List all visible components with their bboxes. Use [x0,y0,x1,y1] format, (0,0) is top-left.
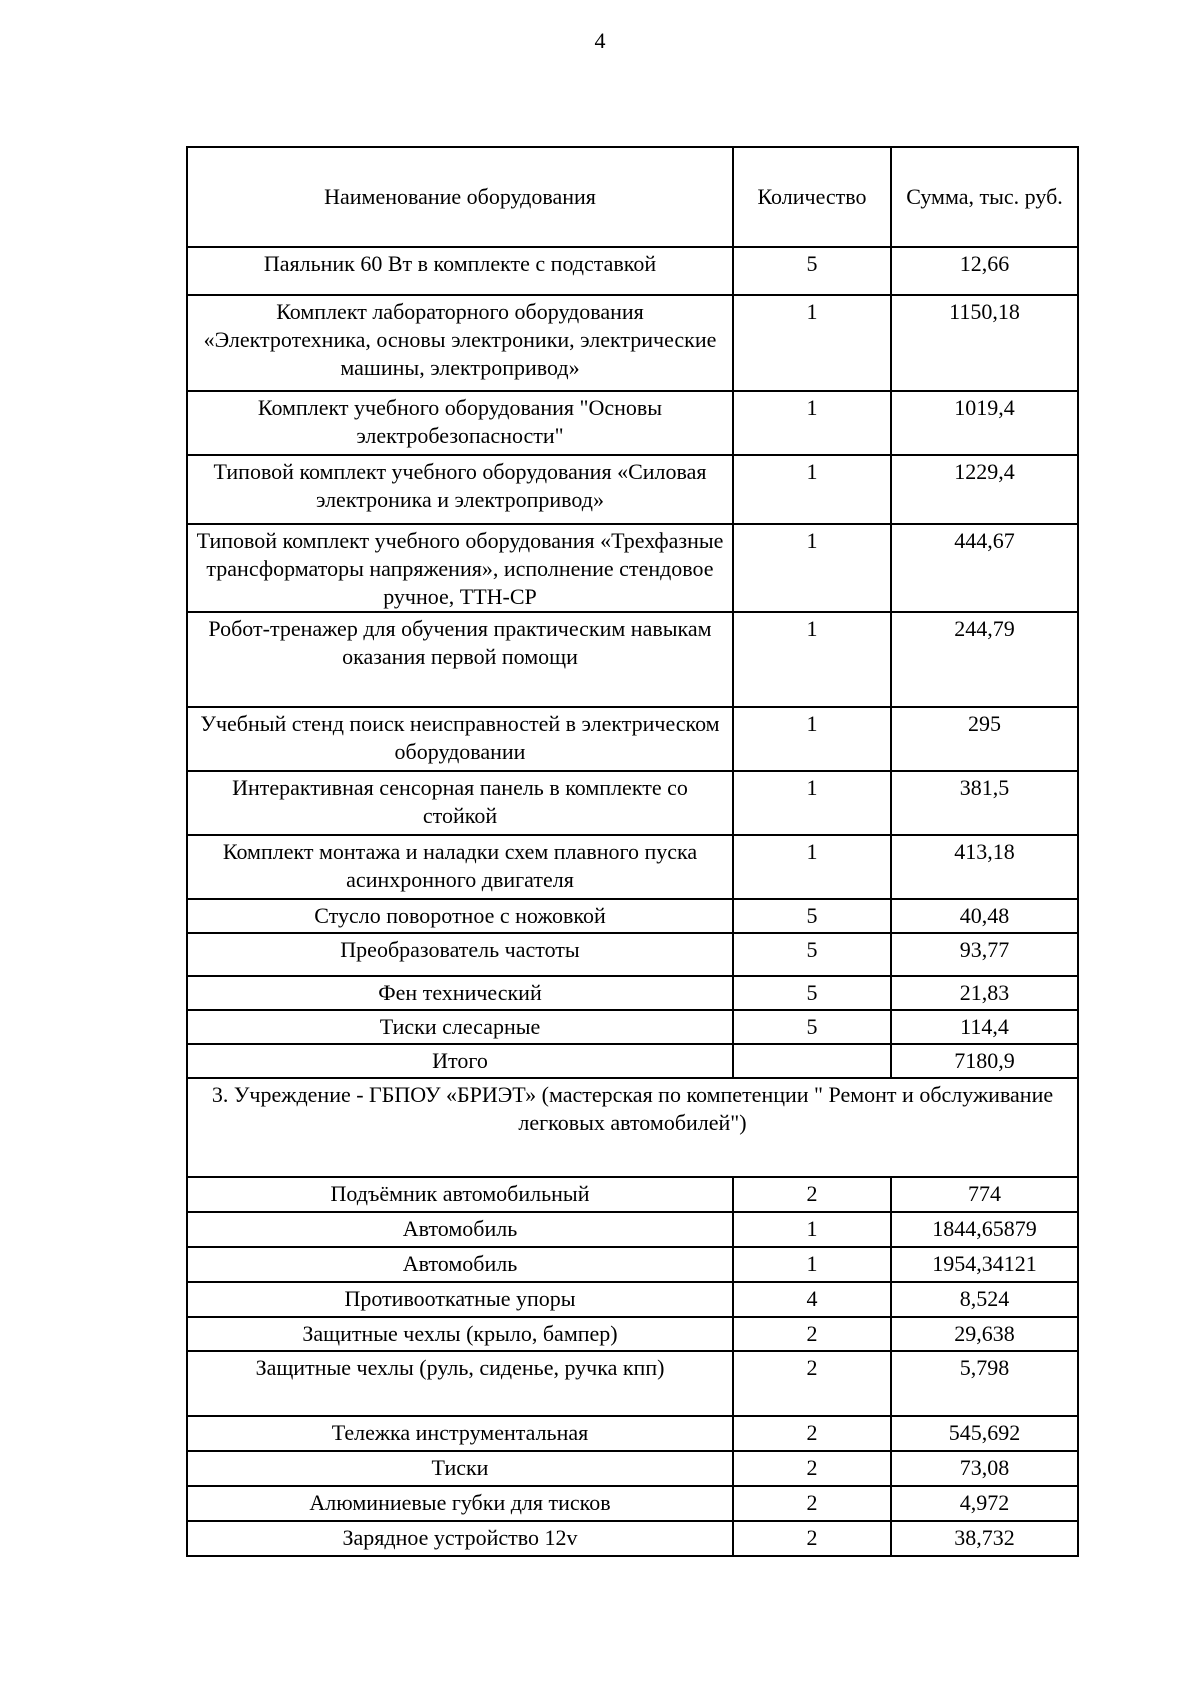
cell-name: Тиски слесарные [187,1010,733,1044]
cell-sum: 1019,4 [891,391,1078,455]
header-sum: Сумма, тыс. руб. [891,147,1078,247]
cell-quantity: 1 [733,524,891,612]
section-title: 3. Учреждение - ГБПОУ «БРИЭТ» (мастерская по компетенции " Ремонт и обслуживание легковых автомобилей") [187,1078,1078,1177]
table-row [187,455,1078,524]
cell-sum: 8,524 [891,1282,1078,1317]
table-row [187,1282,1078,1317]
table-row [187,1247,1078,1282]
total-quantity [733,1044,891,1078]
cell-name: Типовой комплект учебного оборудования «Силовая электроника и электропривод» [187,455,733,524]
table-row [187,612,1078,707]
cell-sum: 93,77 [891,933,1078,976]
section-row [187,1078,1078,1177]
total-sum: 7180,9 [891,1044,1078,1078]
cell-name: Комплект учебного оборудования "Основы электробезопасности" [187,391,733,455]
cell-sum: 73,08 [891,1451,1078,1486]
cell-quantity: 2 [733,1317,891,1351]
table-row [187,1521,1078,1556]
table-row [187,1177,1078,1212]
cell-name: Учебный стенд поиск неисправностей в электрическом оборудовании [187,707,733,771]
cell-quantity: 2 [733,1521,891,1556]
cell-sum: 12,66 [891,247,1078,295]
table-row [187,1212,1078,1247]
table-row [187,1486,1078,1521]
cell-sum: 1229,4 [891,455,1078,524]
cell-name: Автомобиль [187,1212,733,1247]
cell-name: Фен технический [187,976,733,1010]
cell-sum: 444,67 [891,524,1078,612]
equipment-table [186,146,1079,1557]
cell-name: Подъёмник автомобильный [187,1177,733,1212]
cell-name: Робот-тренажер для обучения практическим навыкам оказания первой помощи [187,612,733,707]
cell-quantity: 1 [733,295,891,391]
cell-quantity: 4 [733,1282,891,1317]
cell-quantity: 2 [733,1416,891,1451]
total-row [187,1044,1078,1078]
table-row [187,933,1078,976]
table-row [187,391,1078,455]
table-row [187,976,1078,1010]
cell-name: Тиски [187,1451,733,1486]
cell-sum: 545,692 [891,1416,1078,1451]
cell-name: Интерактивная сенсорная панель в комплекте со стойкой [187,771,733,835]
cell-name: Защитные чехлы (руль, сиденье, ручка кпп) [187,1351,733,1416]
cell-name: Тележка инструментальная [187,1416,733,1451]
cell-sum: 381,5 [891,771,1078,835]
cell-name: Защитные чехлы (крыло, бампер) [187,1317,733,1351]
cell-quantity: 1 [733,707,891,771]
cell-name: Комплект лабораторного оборудования «Электротехника, основы электроники, электрические машины, электропривод» [187,295,733,391]
table-row [187,295,1078,391]
table-row [187,899,1078,933]
cell-quantity: 5 [733,247,891,295]
cell-name: Стусло поворотное с ножовкой [187,899,733,933]
table-header-row [187,147,1078,247]
cell-quantity: 2 [733,1486,891,1521]
cell-name: Преобразователь частоты [187,933,733,976]
header-name: Наименование оборудования [187,147,733,247]
cell-quantity: 5 [733,933,891,976]
cell-sum: 1150,18 [891,295,1078,391]
header-quantity: Количество [733,147,891,247]
table-row [187,1351,1078,1416]
cell-name: Противооткатные упоры [187,1282,733,1317]
cell-quantity: 2 [733,1351,891,1416]
cell-quantity: 1 [733,1247,891,1282]
cell-sum: 114,4 [891,1010,1078,1044]
cell-name: Типовой комплект учебного оборудования «Трехфазные трансформаторы напряжения», исполнение стендовое ручное, ТТН-СР [187,524,733,612]
cell-quantity: 5 [733,1010,891,1044]
cell-name: Зарядное устройство 12v [187,1521,733,1556]
cell-name: Паяльник 60 Вт в комплекте с подставкой [187,247,733,295]
cell-name: Алюминиевые губки для тисков [187,1486,733,1521]
cell-sum: 5,798 [891,1351,1078,1416]
table-row [187,835,1078,899]
cell-quantity: 1 [733,771,891,835]
cell-quantity: 1 [733,391,891,455]
total-label: Итого [187,1044,733,1078]
cell-sum: 295 [891,707,1078,771]
cell-name: Автомобиль [187,1247,733,1282]
cell-quantity: 1 [733,455,891,524]
cell-sum: 29,638 [891,1317,1078,1351]
cell-quantity: 2 [733,1451,891,1486]
cell-sum: 38,732 [891,1521,1078,1556]
table-row [187,707,1078,771]
page-number: 4 [594,28,606,53]
table-row [187,1317,1078,1351]
cell-quantity: 2 [733,1177,891,1212]
table-row [187,247,1078,295]
table-row [187,1416,1078,1451]
cell-sum: 1844,65879 [891,1212,1078,1247]
cell-sum: 1954,34121 [891,1247,1078,1282]
cell-sum: 774 [891,1177,1078,1212]
cell-sum: 40,48 [891,899,1078,933]
table-row [187,771,1078,835]
cell-quantity: 1 [733,612,891,707]
cell-sum: 244,79 [891,612,1078,707]
table-row [187,524,1078,612]
cell-quantity: 1 [733,835,891,899]
table-row [187,1010,1078,1044]
cell-name: Комплект монтажа и наладки схем плавного пуска асинхронного двигателя [187,835,733,899]
cell-quantity: 1 [733,1212,891,1247]
table-row [187,1451,1078,1486]
cell-sum: 4,972 [891,1486,1078,1521]
cell-quantity: 5 [733,899,891,933]
cell-sum: 21,83 [891,976,1078,1010]
cell-sum: 413,18 [891,835,1078,899]
cell-quantity: 5 [733,976,891,1010]
